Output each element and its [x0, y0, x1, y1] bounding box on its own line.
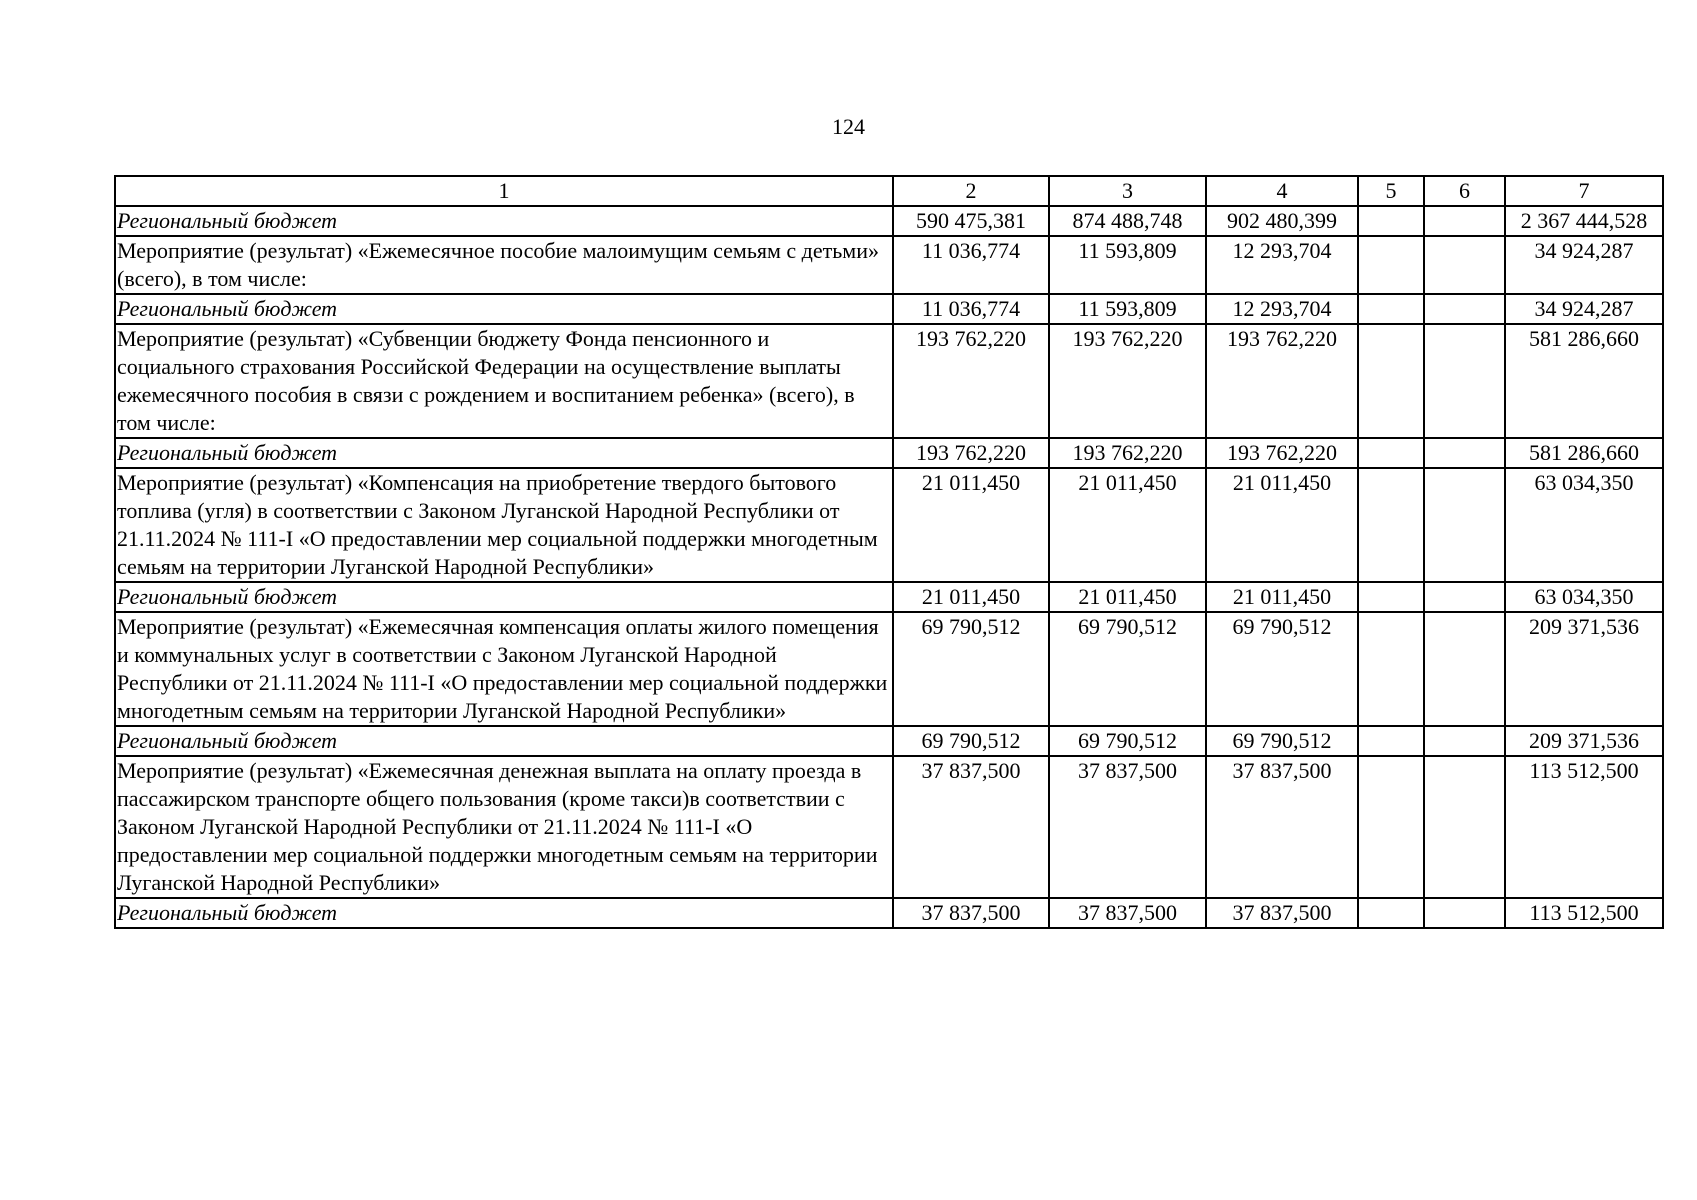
- value-cell-col-5: [1358, 236, 1424, 294]
- table-row-measure: [115, 236, 1663, 294]
- table-body: [115, 206, 1663, 928]
- table-row-measure: [115, 324, 1663, 438]
- value-cell-col-4: 902 480,399: [1206, 206, 1358, 236]
- total-cell: 63 034,350: [1505, 468, 1663, 582]
- value-cell-col-4: 12 293,704: [1206, 236, 1358, 294]
- value-cell-col-5: [1358, 206, 1424, 236]
- column-header-7: 7: [1505, 176, 1663, 206]
- total-cell: 34 924,287: [1505, 236, 1663, 294]
- value-cell-col-5: [1358, 756, 1424, 898]
- value-cell-col-5: [1358, 726, 1424, 756]
- row-description-cell: Региональный бюджет: [115, 726, 893, 756]
- value-cell-col-3: 37 837,500: [1049, 898, 1206, 928]
- value-cell-col-2: 11 036,774: [893, 294, 1049, 324]
- value-cell-col-2: 21 011,450: [893, 468, 1049, 582]
- total-cell: 209 371,536: [1505, 726, 1663, 756]
- total-cell: 113 512,500: [1505, 756, 1663, 898]
- value-cell-col-2: 21 011,450: [893, 582, 1049, 612]
- row-description-cell: Мероприятие (результат) «Компенсация на приобретение твердого бытового топлива (угля) в соответствии с Законом Луганской Народной Республики от 21.11.2024 № 111-I «О предоставлении мер социальной поддержки многодетным семьям на территории Луганской Народной Республики»: [115, 468, 893, 582]
- value-cell-col-2: 37 837,500: [893, 898, 1049, 928]
- column-header-5: 5: [1358, 176, 1424, 206]
- value-cell-col-4: 69 790,512: [1206, 726, 1358, 756]
- total-cell: 209 371,536: [1505, 612, 1663, 726]
- total-cell: 581 286,660: [1505, 324, 1663, 438]
- row-description-cell: Региональный бюджет: [115, 898, 893, 928]
- table-row-measure: [115, 612, 1663, 726]
- total-cell: 63 034,350: [1505, 582, 1663, 612]
- value-cell-col-5: [1358, 324, 1424, 438]
- row-description-cell: Мероприятие (результат) «Ежемесячная компенсация оплаты жилого помещения и коммунальных услуг в соответствии с Законом Луганской Народной Республики от 21.11.2024 № 111-I «О предоставлении мер социальной поддержки многодетным семьям на территории Луганской Народной Республики»: [115, 612, 893, 726]
- total-cell: 2 367 444,528: [1505, 206, 1663, 236]
- table-row-regional-budget: [115, 726, 1663, 756]
- value-cell-col-3: 11 593,809: [1049, 294, 1206, 324]
- table-header: [115, 176, 1663, 206]
- value-cell-col-2: 193 762,220: [893, 438, 1049, 468]
- value-cell-col-3: 37 837,500: [1049, 756, 1206, 898]
- column-header-1: 1: [115, 176, 893, 206]
- row-description-cell: Региональный бюджет: [115, 206, 893, 236]
- value-cell-col-6: [1424, 236, 1505, 294]
- table-row-regional-budget: [115, 438, 1663, 468]
- value-cell-col-5: [1358, 582, 1424, 612]
- value-cell-col-6: [1424, 612, 1505, 726]
- value-cell-col-4: 37 837,500: [1206, 898, 1358, 928]
- row-description-cell: Региональный бюджет: [115, 294, 893, 324]
- value-cell-col-3: 21 011,450: [1049, 468, 1206, 582]
- page-number: 124: [832, 114, 865, 139]
- total-cell: 581 286,660: [1505, 438, 1663, 468]
- value-cell-col-4: 12 293,704: [1206, 294, 1358, 324]
- value-cell-col-3: 21 011,450: [1049, 582, 1206, 612]
- value-cell-col-5: [1358, 294, 1424, 324]
- column-header-2: 2: [893, 176, 1049, 206]
- total-cell: 34 924,287: [1505, 294, 1663, 324]
- value-cell-col-4: 21 011,450: [1206, 582, 1358, 612]
- value-cell-col-4: 21 011,450: [1206, 468, 1358, 582]
- column-header-4: 4: [1206, 176, 1358, 206]
- value-cell-col-2: 193 762,220: [893, 324, 1049, 438]
- value-cell-col-6: [1424, 756, 1505, 898]
- value-cell-col-4: 37 837,500: [1206, 756, 1358, 898]
- value-cell-col-6: [1424, 726, 1505, 756]
- header-row: [115, 176, 1663, 206]
- table-row-regional-budget: [115, 206, 1663, 236]
- value-cell-col-2: 69 790,512: [893, 726, 1049, 756]
- value-cell-col-4: 193 762,220: [1206, 324, 1358, 438]
- value-cell-col-5: [1358, 898, 1424, 928]
- value-cell-col-3: 69 790,512: [1049, 726, 1206, 756]
- value-cell-col-6: [1424, 294, 1505, 324]
- value-cell-col-2: 11 036,774: [893, 236, 1049, 294]
- value-cell-col-6: [1424, 582, 1505, 612]
- table-row-regional-budget: [115, 898, 1663, 928]
- value-cell-col-3: 11 593,809: [1049, 236, 1206, 294]
- budget-table: [114, 175, 1664, 929]
- column-header-3: 3: [1049, 176, 1206, 206]
- table-row-regional-budget: [115, 582, 1663, 612]
- row-description-cell: Региональный бюджет: [115, 582, 893, 612]
- value-cell-col-3: 193 762,220: [1049, 438, 1206, 468]
- value-cell-col-6: [1424, 468, 1505, 582]
- value-cell-col-4: 193 762,220: [1206, 438, 1358, 468]
- row-description-cell: Мероприятие (результат) «Ежемесячная денежная выплата на оплату проезда в пассажирском транспорте общего пользования (кроме такси)в соответствии с Законом Луганской Народной Республики от 21.11.2024 № 111-I «О предоставлении мер социальной поддержки многодетным семьям на территории Луганской Народной Республики»: [115, 756, 893, 898]
- value-cell-col-6: [1424, 438, 1505, 468]
- value-cell-col-3: 69 790,512: [1049, 612, 1206, 726]
- row-description-cell: Региональный бюджет: [115, 438, 893, 468]
- value-cell-col-6: [1424, 898, 1505, 928]
- row-description-cell: Мероприятие (результат) «Субвенции бюджету Фонда пенсионного и социального страхования Российской Федерации на осуществление выплаты ежемесячного пособия в связи с рождением и воспитанием ребенка» (всего), в том числе:: [115, 324, 893, 438]
- value-cell-col-3: 193 762,220: [1049, 324, 1206, 438]
- value-cell-col-2: 590 475,381: [893, 206, 1049, 236]
- value-cell-col-2: 37 837,500: [893, 756, 1049, 898]
- value-cell-col-2: 69 790,512: [893, 612, 1049, 726]
- table-row-measure: [115, 756, 1663, 898]
- value-cell-col-6: [1424, 206, 1505, 236]
- value-cell-col-6: [1424, 324, 1505, 438]
- table-row-regional-budget: [115, 294, 1663, 324]
- value-cell-col-4: 69 790,512: [1206, 612, 1358, 726]
- row-description-cell: Мероприятие (результат) «Ежемесячное пособие малоимущим семьям с детьми» (всего), в том числе:: [115, 236, 893, 294]
- column-header-6: 6: [1424, 176, 1505, 206]
- value-cell-col-3: 874 488,748: [1049, 206, 1206, 236]
- value-cell-col-5: [1358, 468, 1424, 582]
- value-cell-col-5: [1358, 438, 1424, 468]
- value-cell-col-5: [1358, 612, 1424, 726]
- table-row-measure: [115, 468, 1663, 582]
- total-cell: 113 512,500: [1505, 898, 1663, 928]
